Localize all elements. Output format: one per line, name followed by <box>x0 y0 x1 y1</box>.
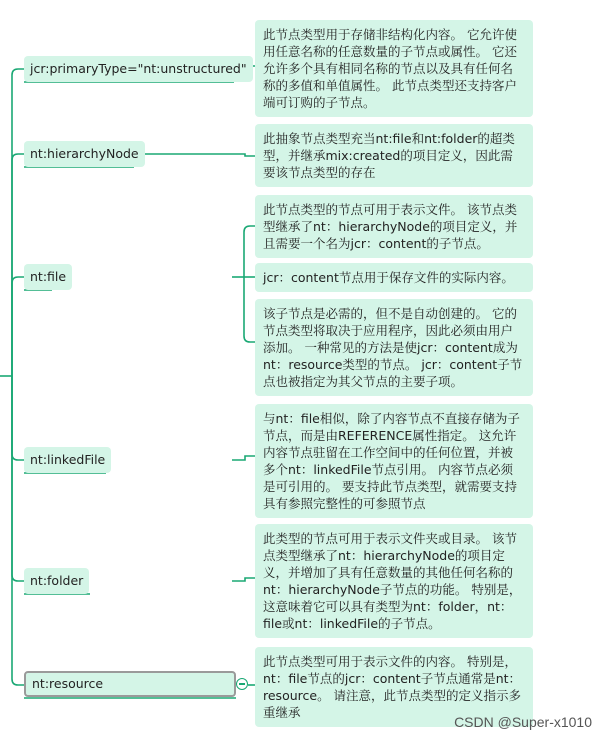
detail-nt-file-2: jcr：content节点用于保存文件的实际内容。 <box>255 263 533 292</box>
branch-connector <box>12 154 24 376</box>
branch-connector <box>12 376 24 581</box>
node-label: nt:linkedFile <box>30 452 106 467</box>
node-label: jcr:primaryType="nt:unstructured" <box>30 61 247 76</box>
node-nt-file[interactable] <box>24 264 72 290</box>
detail-nt-file-3: 该子节点是必需的，但不是自动创建的。 它的节点类型将取决于应用程序，因此必须由用户添加。 一种常见的方法是使jcr：content成为nt：resource类型的节点。 jcr：content子节点也被指定为其父节点的主要子项。 <box>255 299 533 396</box>
leaf-connector <box>134 154 255 156</box>
branch-connector <box>12 376 24 685</box>
watermark: CSDN @Super-x1010 <box>454 714 592 730</box>
detail-nt-resource: 此节点类型可用于表示文件的内容。 特别是，nt：file节点的jcr：content子节点通常是nt：resource。 请注意，此节点类型的定义指示多重继承 <box>255 647 533 727</box>
node-nt-hierarchynode[interactable] <box>24 141 145 167</box>
detail-nt-hierarchynode: 此抽象节点类型充当nt:file和nt:folder的超类型，并继承mix:created的项目定义，因此需要该节点类型的存在 <box>255 124 533 187</box>
collapse-toggle-icon[interactable] <box>236 678 248 690</box>
node-nt-unstructured[interactable] <box>24 56 253 82</box>
branch-connector <box>12 277 24 376</box>
node-label: nt:file <box>30 269 67 284</box>
detail-nt-linkedfile: 与nt：file相似，除了内容节点不直接存储为子节点，而是由REFERENCE属性指定。 这允许内容节点驻留在工作空间中的任何位置，并被多个nt：linkedFile节点引用。 内容节点必须是可引用的。 要支持此节点类型，就需要支持具有参照完整性的可参照节点 <box>255 404 533 518</box>
leaf-connector <box>244 226 255 277</box>
branch-connector <box>12 376 24 460</box>
node-nt-folder[interactable] <box>24 568 89 594</box>
detail-nt-folder: 此类型的节点可用于表示文件夹或目录。 该节点类型继承了nt：hierarchyNode的项目定义，并增加了具有任意数量的其他任何名称的nt：hierarchyNode子节点的功能。 特别是，这意味着它可以具有类型为nt：folder，nt：file或nt：linkedFile的子节点。 <box>255 524 533 638</box>
leaf-connector <box>232 456 255 460</box>
leaf-connector <box>232 578 255 581</box>
node-label: nt:hierarchyNode <box>30 146 139 161</box>
node-nt-linkedfile[interactable] <box>24 447 111 473</box>
branch-connector <box>12 69 24 376</box>
leaf-connector <box>244 277 255 342</box>
detail-nt-file-1: 此节点类型的节点可用于表示文件。 该节点类型继承了nt：hierarchyNode的项目定义，并且需要一个名为jcr：content的子节点。 <box>255 195 533 258</box>
node-label: nt:resource <box>32 676 104 691</box>
node-label: nt:folder <box>30 573 84 588</box>
node-nt-resource[interactable] <box>24 671 236 697</box>
detail-nt-unstructured: 此节点类型用于存储非结构化内容。 它允许使用任意名称的任意数量的子节点或属性。 它还允许多个具有相同名称的节点以及具有任何名称的多值和单值属性。 此节点类型还支持客户端可订购的子节点。 <box>255 20 533 117</box>
